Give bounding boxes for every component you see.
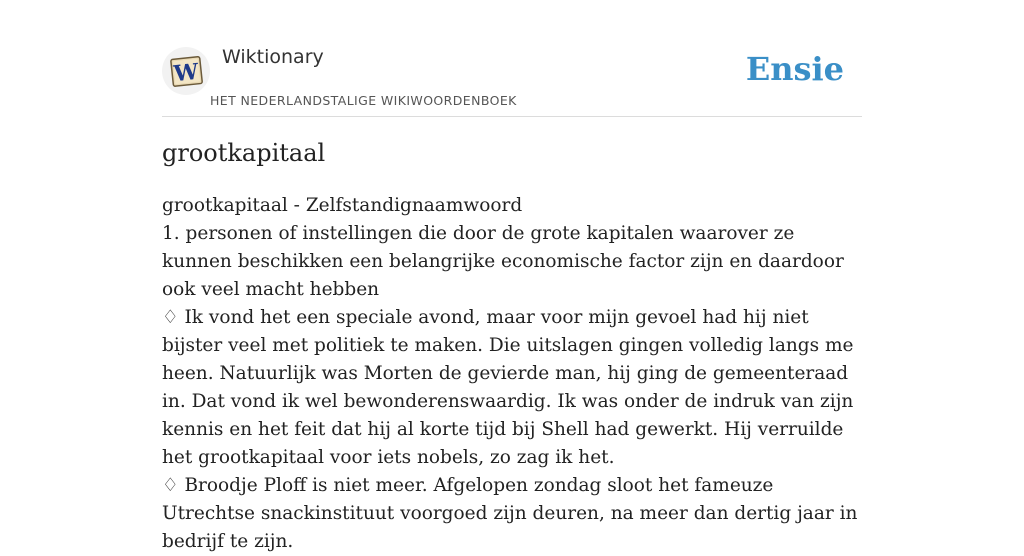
- wiktionary-tile-icon: [162, 47, 210, 95]
- site-name[interactable]: Wiktionary: [222, 46, 324, 68]
- part-of-speech-line: grootkapitaal - Zelfstandignaamwoord: [162, 195, 523, 216]
- ensie-brand-logo[interactable]: Ensie: [745, 50, 844, 88]
- example-sentence: ♢ Broodje Ploff is niet meer. Afgelopen zondag sloot het fameuze Utrechtse snackinstituut voorgoed zijn deuren, na meer dan dertig jaar in bedrijf te zijn.: [162, 475, 858, 552]
- page-title: grootkapitaal: [162, 139, 326, 167]
- wiktionary-logo-icon[interactable]: [162, 47, 210, 95]
- site-subtitle: HET NEDERLANDSTALIGE WIKIWOORDENBOEK: [210, 93, 517, 108]
- definition-text: 1. personen of instellingen die door de grote kapitalen waarover ze kunnen beschikken een belangrijke economische factor zijn en daardoor ook veel macht hebben: [162, 223, 844, 300]
- logo-letter: W: [172, 58, 200, 88]
- entry-content: [162, 192, 862, 556]
- example-sentence: ♢ Ik vond het een speciale avond, maar voor mijn gevoel had hij niet bijster veel met politiek te maken. Die uitslagen gingen volledig langs me heen. Natuurlijk was Morten de gevierde man, hij ging de gemeenteraad in. Dat vond ik wel bewonderenswaardig. Ik was onder de indruk van zijn kennis en het feit dat hij al korte tijd bij Shell had gewerkt. Hij verruilde het grootkapitaal voor iets nobels, zo zag ik het.: [162, 307, 854, 468]
- site-header: [162, 44, 862, 117]
